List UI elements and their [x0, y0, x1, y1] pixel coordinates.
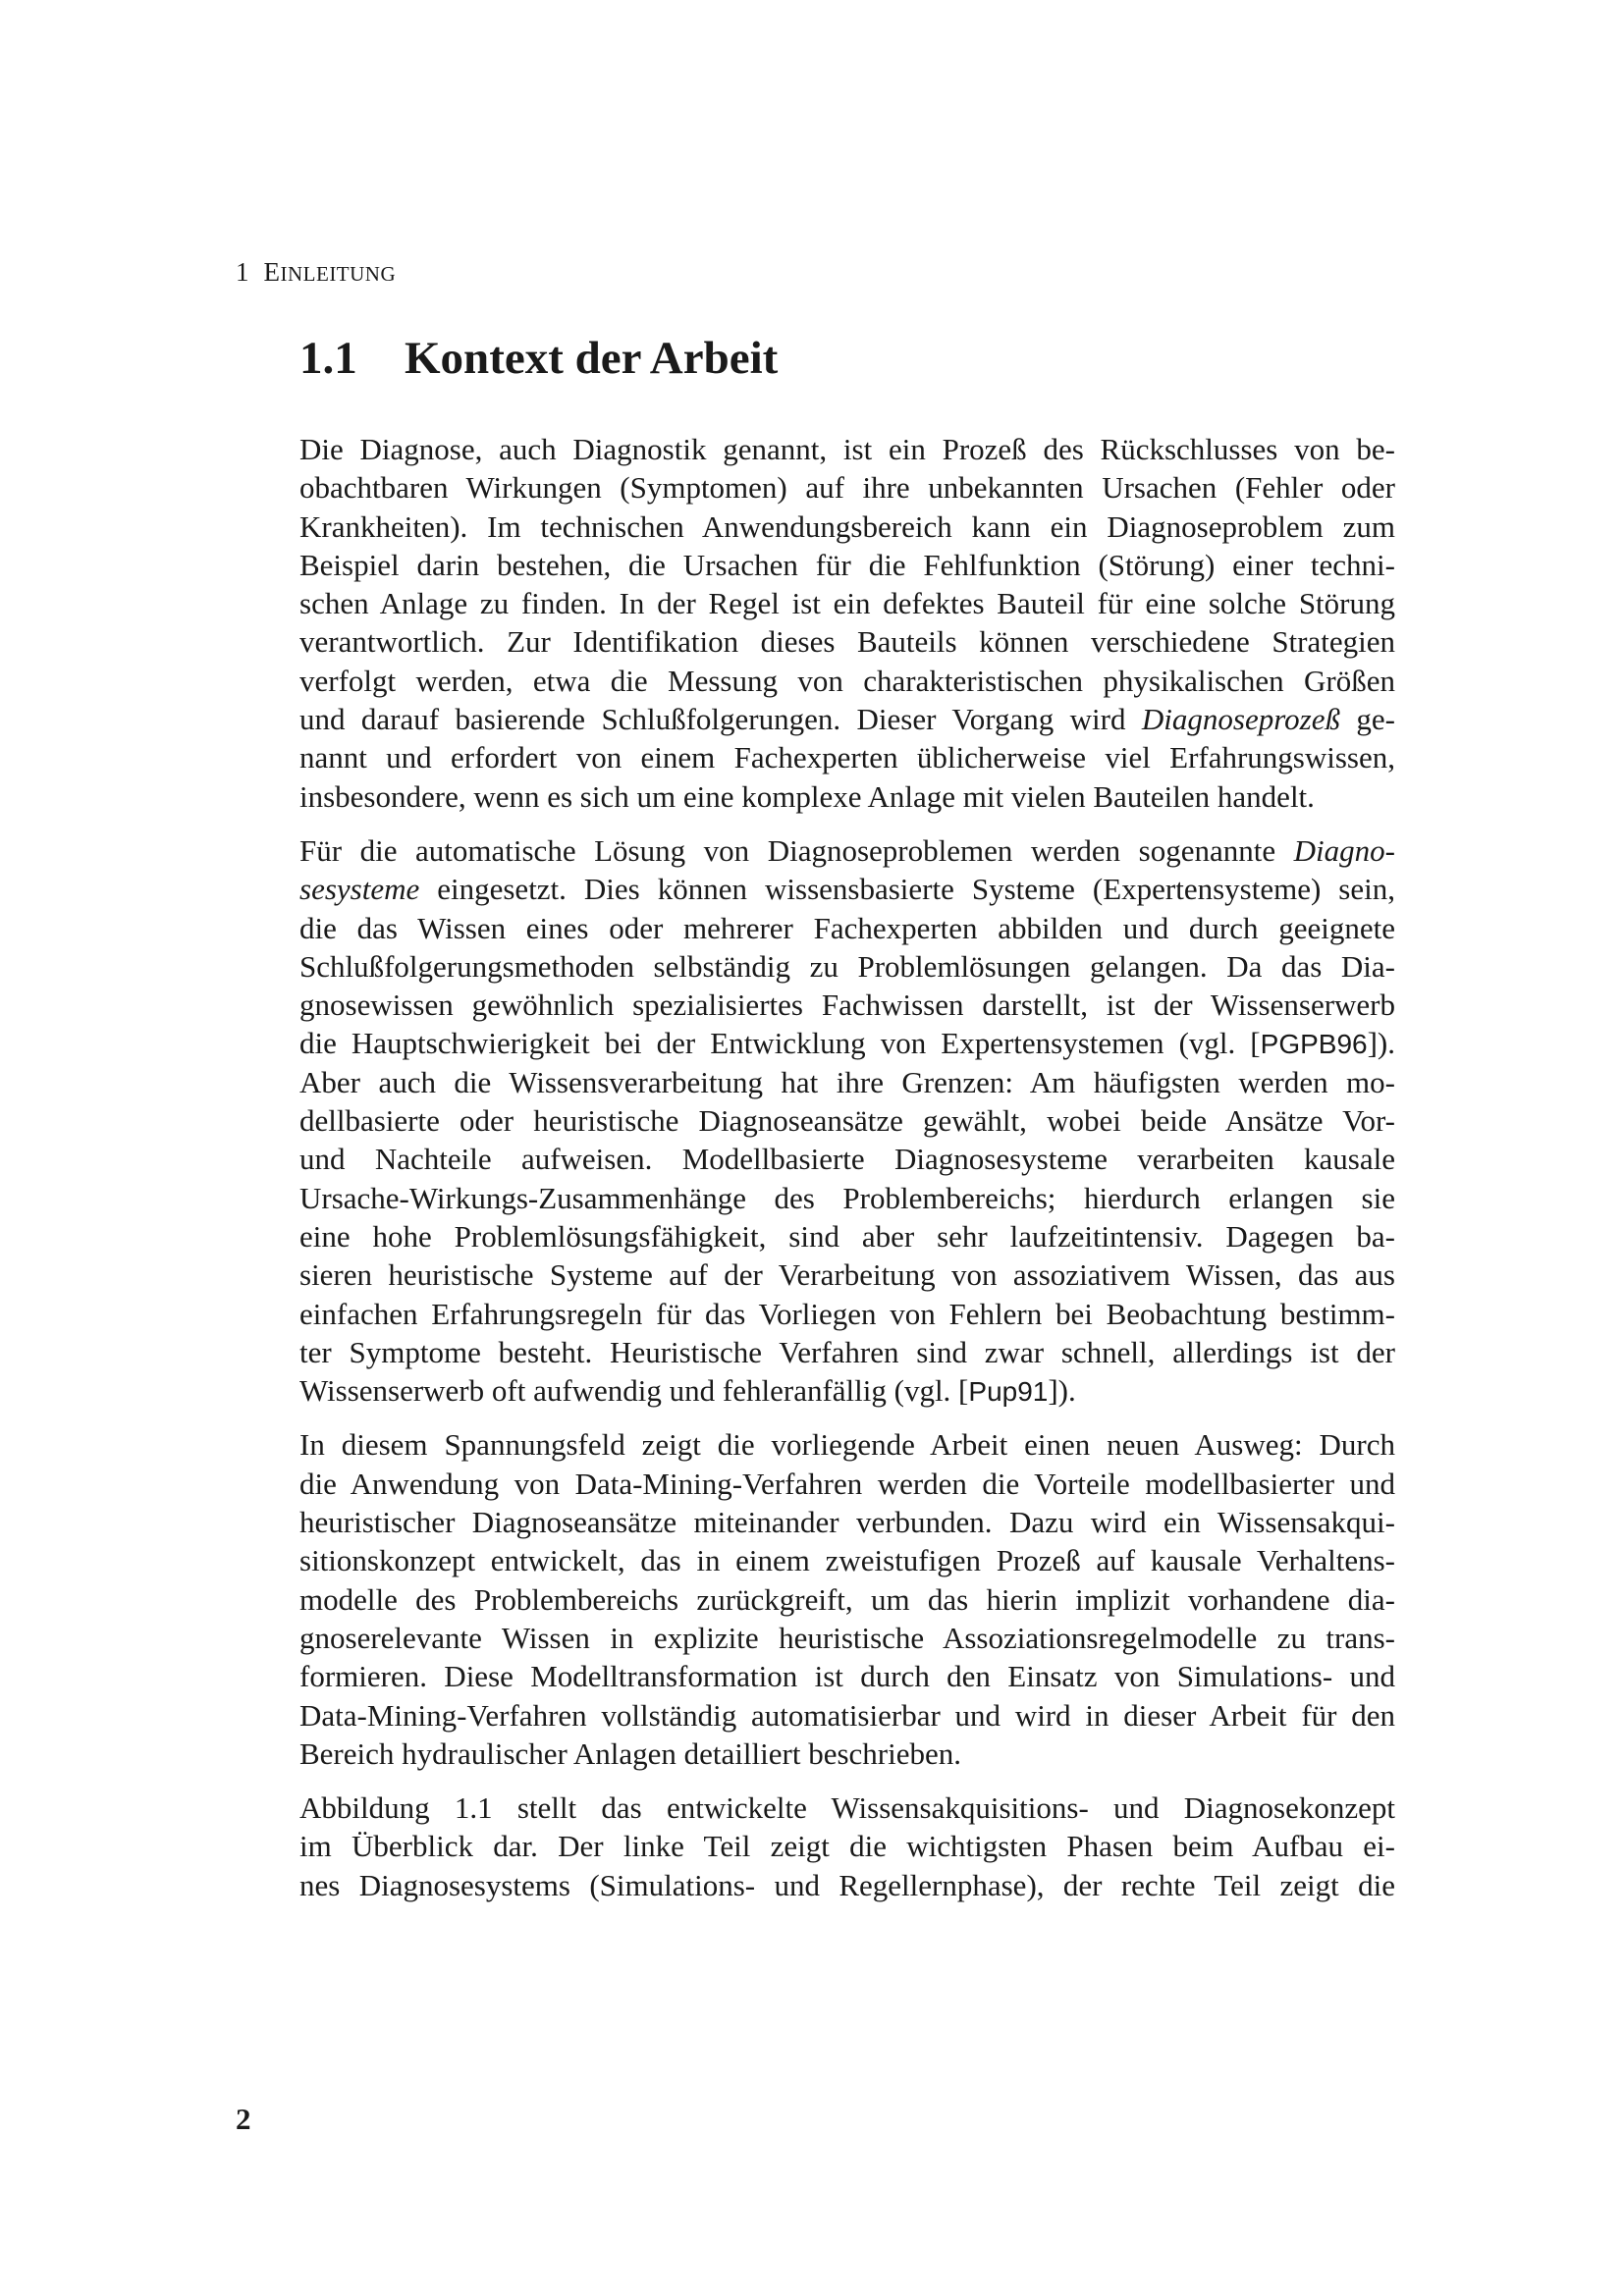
text-segment: die Hauptschwierigkeit bei der Entwicklung von Expertensystemen (vgl. [	[299, 1026, 1261, 1061]
text-line: schen Anlage zu finden. In der Regel ist ein defektes Bauteil für eine solche Störung	[299, 586, 1395, 621]
paragraph-4	[299, 1789, 1395, 1904]
text-line	[299, 831, 1395, 870]
text-line: nes Diagnosesystems (Simulations- und Regellernphase), der rechte Teil zeigt die	[299, 1867, 1395, 1902]
text-line: Abbildung 1.1 stellt das entwickelte Wissensakquisitions- und Diagnosekonzept	[299, 1790, 1395, 1826]
emphasis-term: Diagnoseprozeß	[1141, 702, 1340, 737]
text-line: Beispiel darin bestehen, die Ursachen für die Fehlfunktion (Störung) einer techni-	[299, 547, 1395, 582]
text-line: Ursache-Wirkungs-Zusammenhänge des Problembereichs; hierdurch erlangen sie	[299, 1180, 1395, 1215]
text-line: formieren. Diese Modelltransformation ist durch den Einsatz von Simulations- und	[299, 1659, 1395, 1694]
text-line: Krankheiten). Im technischen Anwendungsbereich kann ein Diagnoseproblem zum	[299, 508, 1395, 544]
text-segment: eingesetzt. Dies können wissensbasierte Systeme (Expertensysteme) sein,	[419, 872, 1395, 907]
section-heading	[299, 332, 778, 385]
text-line: insbesondere, wenn es sich um eine komplexe Anlage mit vielen Bauteilen handelt.	[299, 778, 1315, 814]
text-line: ter Symptome besteht. Heuristische Verfahren sind zwar schnell, allerdings ist der	[299, 1334, 1395, 1369]
text-line: Data-Mining-Verfahren vollständig automatisierbar und wird in dieser Arbeit für den	[299, 1697, 1395, 1733]
text-line	[299, 1371, 1395, 1410]
text-line: heuristischer Diagnoseansätze miteinander verbunden. Dazu wird ein Wissensakqui-	[299, 1505, 1395, 1540]
citation-link[interactable]: Pup91	[968, 1376, 1049, 1408]
page-number: 2	[236, 2102, 251, 2136]
text-line: In diesem Spannungsfeld zeigt die vorliegende Arbeit einen neuen Ausweg: Durch	[299, 1427, 1395, 1463]
running-head	[236, 257, 396, 288]
chapter-title-rest: INLEITUNG	[280, 262, 397, 286]
text-segment: und darauf basierende Schlußfolgerungen. Dieser Vorgang wird	[299, 702, 1142, 737]
text-line: gnoserelevante Wissen in explizite heuristische Assoziationsregelmodelle zu trans-	[299, 1620, 1395, 1655]
paragraph-1	[299, 430, 1395, 816]
body-text	[299, 430, 1395, 1920]
emphasis-term: Diagno-	[1293, 832, 1395, 868]
text-line: dellbasierte oder heuristische Diagnoseansätze gewählt, wobei beide Ansätze Vor-	[299, 1103, 1395, 1139]
text-line: modelle des Problembereichs zurückgreift, um das hierin implizit vorhandene dia-	[299, 1581, 1395, 1617]
text-line	[299, 870, 1395, 908]
text-segment: Wissenserwerb oft aufwendig und fehleranfällig (vgl. [	[299, 1373, 969, 1409]
text-segment: Für die automatische Lösung von Diagnoseproblemen werden sogenannte	[299, 832, 1294, 868]
text-line: sitionskonzept entwickelt, das in einem zweistufigen Prozeß auf kausale Verhaltens-	[299, 1543, 1395, 1578]
chapter-number: 1	[236, 257, 249, 287]
emphasis-term: sesysteme	[299, 872, 420, 907]
text-segment: ge-	[1339, 702, 1395, 737]
text-line: gnosewissen gewöhnlich spezialisiertes Fachwissen darstellt, ist der Wissenserwerb	[299, 988, 1395, 1023]
text-line: die das Wissen eines oder mehrerer Fachexperten abbilden und durch geeignete	[299, 910, 1395, 945]
text-line: obachtbaren Wirkungen (Symptomen) auf ihre unbekannten Ursachen (Fehler oder	[299, 470, 1395, 506]
section-title: Kontext der Arbeit	[405, 333, 779, 384]
text-line: nannt und erfordert von einem Fachexperten üblicherweise viel Erfahrungswissen,	[299, 740, 1395, 775]
text-line: sieren heuristische Systeme auf der Verarbeitung von assoziativem Wissen, das aus	[299, 1257, 1395, 1293]
text-line: Schlußfolgerungsmethoden selbständig zu Problemlösungen gelangen. Da das Dia-	[299, 948, 1395, 984]
text-segment: ]).	[1048, 1373, 1076, 1409]
text-line	[299, 700, 1395, 738]
text-line: die Anwendung von Data-Mining-Verfahren werden die Vorteile modellbasierter und	[299, 1466, 1395, 1501]
text-line: eine hohe Problemlösungsfähigkeit, sind aber sehr laufzeitintensiv. Dagegen ba-	[299, 1218, 1395, 1254]
text-line: Bereich hydraulischer Anlagen detailliert beschrieben.	[299, 1735, 961, 1771]
text-line: einfachen Erfahrungsregeln für das Vorliegen von Fehlern bei Beobachtung bestimm-	[299, 1296, 1395, 1331]
section-number: 1.1	[299, 333, 357, 384]
text-segment: ]).	[1367, 1026, 1395, 1061]
text-line: und Nachteile aufweisen. Modellbasierte Diagnosesysteme verarbeiten kausale	[299, 1142, 1395, 1177]
text-line: verantwortlich. Zur Identifikation dieses Bauteils können verschiedene Strategien	[299, 624, 1395, 660]
paragraph-2	[299, 831, 1395, 1410]
chapter-title-initial: E	[263, 257, 281, 287]
text-line: im Überblick dar. Der linke Teil zeigt die wichtigsten Phasen beim Aufbau ei-	[299, 1829, 1395, 1864]
paragraph-3	[299, 1425, 1395, 1773]
citation-link[interactable]: PGPB96	[1260, 1029, 1368, 1060]
text-line: Aber auch die Wissensverarbeitung hat ihre Grenzen: Am häufigsten werden mo-	[299, 1064, 1395, 1099]
text-line: Die Diagnose, auch Diagnostik genannt, ist ein Prozeß des Rückschlusses von be-	[299, 432, 1395, 466]
text-line: verfolgt werden, etwa die Messung von charakteristischen physikalischen Größen	[299, 663, 1395, 698]
text-line	[299, 1024, 1395, 1062]
